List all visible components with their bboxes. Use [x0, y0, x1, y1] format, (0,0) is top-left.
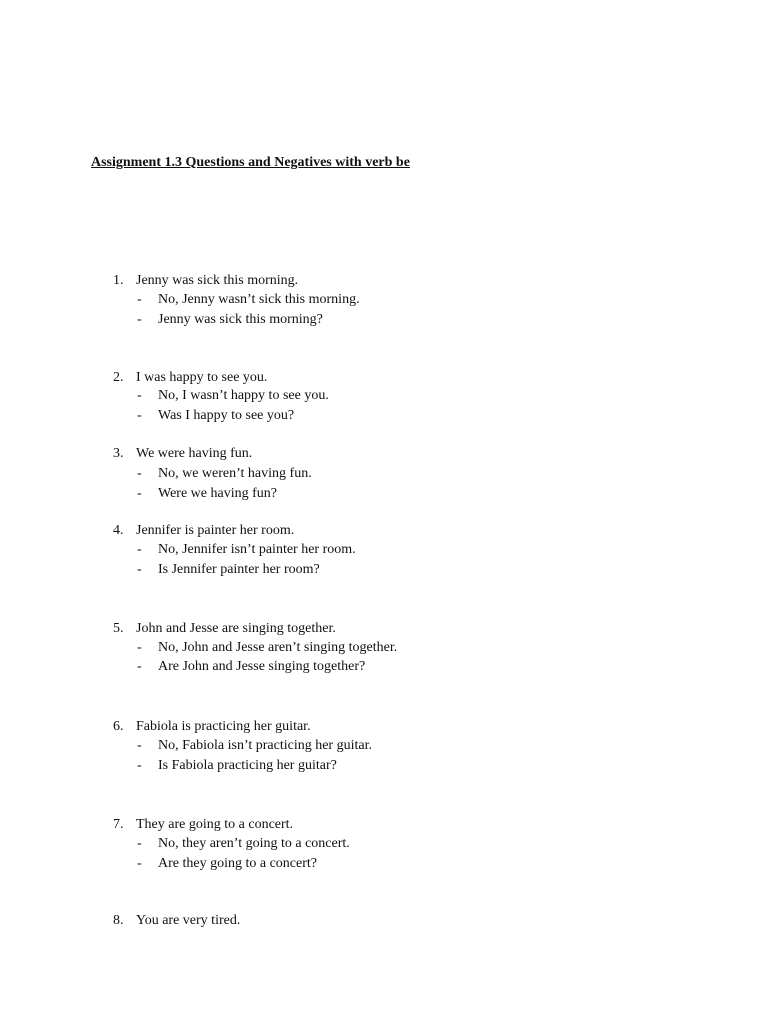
- response-text: No, I wasn’t happy to see you.: [158, 388, 329, 403]
- statement-text: Fabiola is practicing her guitar.: [136, 719, 311, 734]
- bullet-dash: -: [137, 562, 142, 577]
- document-title: Assignment 1.3 Questions and Negatives with verb be: [91, 155, 410, 170]
- response-text: Are they going to a concert?: [158, 856, 317, 871]
- response-text: Jenny was sick this morning?: [158, 312, 323, 327]
- bullet-dash: -: [137, 292, 142, 307]
- exercise-number: 5.: [113, 621, 124, 636]
- statement-text: They are going to a concert.: [136, 817, 294, 832]
- bullet-dash: -: [137, 486, 142, 501]
- response-text: No, John and Jesse aren’t singing together.: [158, 640, 398, 655]
- response-text: Is Jennifer painter her room?: [158, 562, 320, 577]
- bullet-dash: -: [137, 466, 142, 481]
- exercise-number: 3.: [113, 446, 124, 461]
- bullet-dash: -: [137, 408, 142, 423]
- response-text: No, Fabiola isn’t practicing her guitar.: [158, 738, 372, 753]
- response-text: Was I happy to see you?: [158, 408, 295, 423]
- statement-text: You are very tired.: [136, 913, 241, 928]
- response-text: No, we weren’t having fun.: [158, 466, 312, 481]
- statement-text: John and Jesse are singing together.: [136, 621, 336, 636]
- exercise-number: 2.: [113, 370, 124, 385]
- bullet-dash: -: [137, 659, 142, 674]
- exercise-number: 7.: [113, 817, 124, 832]
- response-text: Are John and Jesse singing together?: [158, 659, 366, 674]
- bullet-dash: -: [137, 542, 142, 557]
- bullet-dash: -: [137, 312, 142, 327]
- exercise-number: 6.: [113, 719, 124, 734]
- response-text: Were we having fun?: [158, 486, 277, 501]
- statement-text: Jennifer is painter her room.: [136, 523, 295, 538]
- exercise-number: 1.: [113, 273, 124, 288]
- response-text: No, Jenny wasn’t sick this morning.: [158, 292, 360, 307]
- exercise-number: 8.: [113, 913, 124, 928]
- statement-text: Jenny was sick this morning.: [136, 273, 299, 288]
- response-text: No, they aren’t going to a concert.: [158, 836, 350, 851]
- bullet-dash: -: [137, 836, 142, 851]
- bullet-dash: -: [137, 640, 142, 655]
- response-text: No, Jennifer isn’t painter her room.: [158, 542, 356, 557]
- response-text: Is Fabiola practicing her guitar?: [158, 758, 337, 773]
- bullet-dash: -: [137, 388, 142, 403]
- statement-text: I was happy to see you.: [136, 370, 268, 385]
- exercise-number: 4.: [113, 523, 124, 538]
- bullet-dash: -: [137, 856, 142, 871]
- bullet-dash: -: [137, 738, 142, 753]
- statement-text: We were having fun.: [136, 446, 253, 461]
- bullet-dash: -: [137, 758, 142, 773]
